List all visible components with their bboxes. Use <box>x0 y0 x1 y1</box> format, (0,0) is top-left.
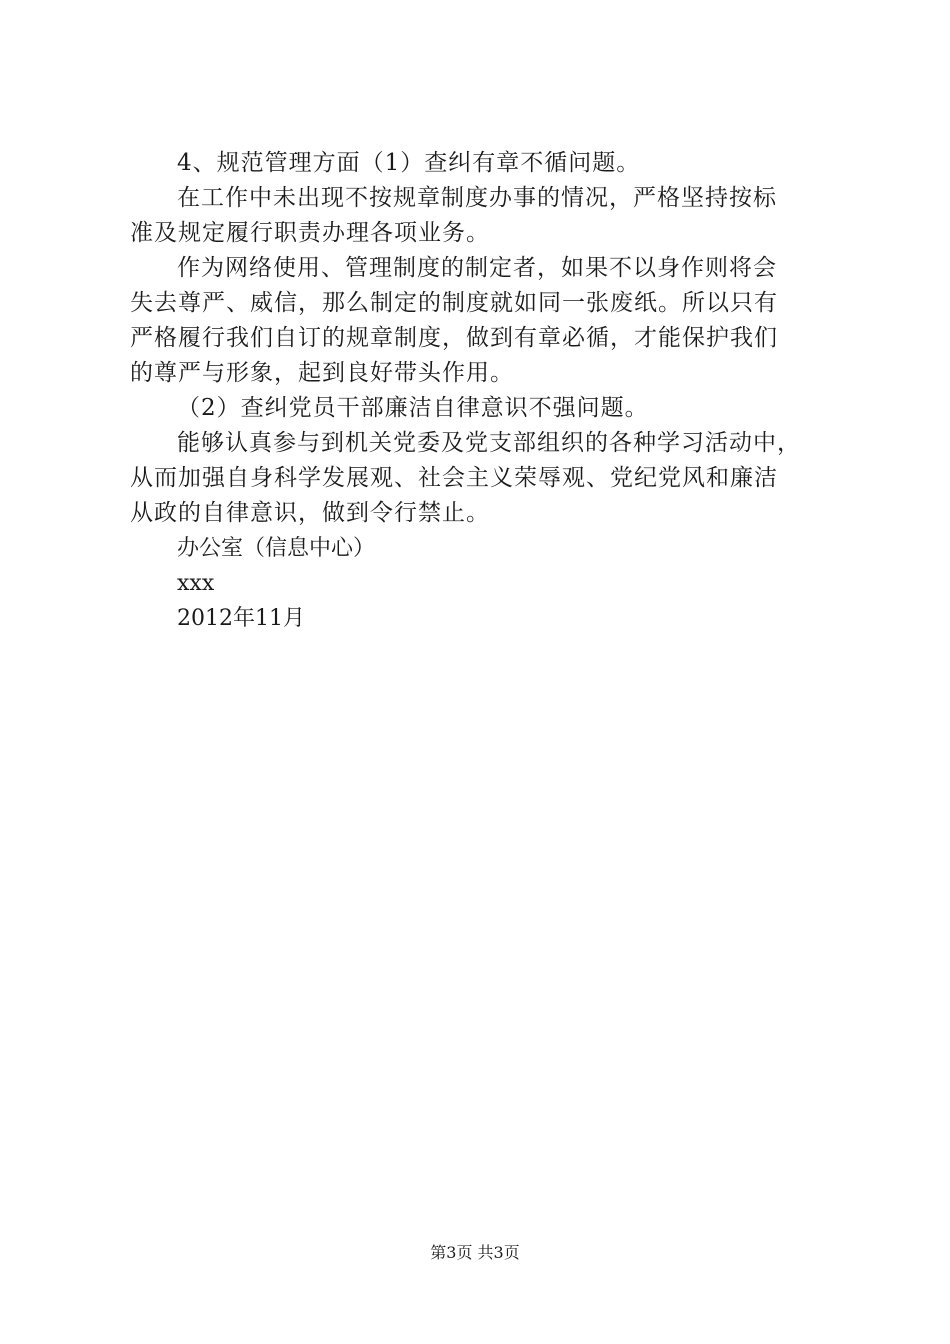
paragraph-line: 严格履行我们自订的规章制度，做到有章必循，才能保护我们 <box>130 325 778 351</box>
paragraph-line: 从而加强自身科学发展观、社会主义荣辱观、党纪党风和廉洁 <box>130 465 778 491</box>
paragraph-line: 作为网络使用、管理制度的制定者，如果不以身作则将会 <box>177 255 777 281</box>
paragraph-line: 失去尊严、威信，那么制定的制度就如同一张废纸。所以只有 <box>130 290 778 316</box>
signature-date: 2012年11月 <box>177 606 305 631</box>
paragraph-line: 4、规范管理方面（1）查纠有章不循问题。 <box>177 150 641 176</box>
paragraph-line: 从政的自律意识，做到令行禁止。 <box>130 500 490 526</box>
paragraph-line: （2）查纠党员干部廉洁自律意识不强问题。 <box>177 395 649 421</box>
paragraph-line: 在工作中未出现不按规章制度办事的情况，严格坚持按标 <box>177 185 777 211</box>
signature-department: 办公室（信息中心） <box>177 536 376 561</box>
page-footer: 第3页 共3页 <box>430 1243 520 1262</box>
paragraph-line: 的尊严与形象，起到良好带头作用。 <box>130 360 514 386</box>
document-body <box>130 146 840 636</box>
paragraph-line: 能够认真参与到机关党委及党支部组织的各种学习活动中， <box>177 430 801 456</box>
paragraph-line: 准及规定履行职责办理各项业务。 <box>130 220 490 246</box>
signature-name: xxx <box>177 571 215 596</box>
